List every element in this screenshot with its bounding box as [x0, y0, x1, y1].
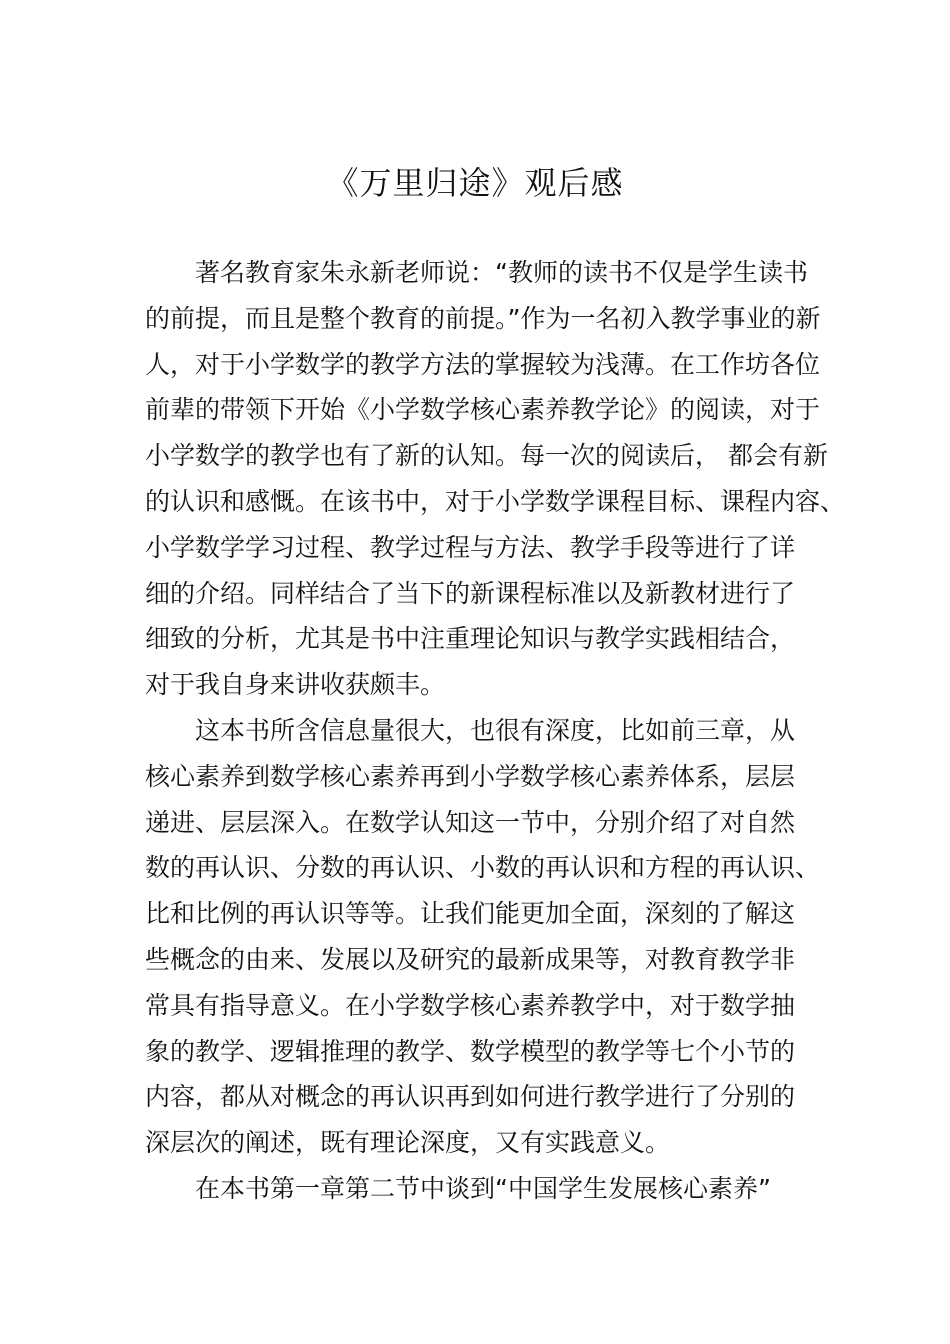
- paragraph-line: 在本书第一章第二节中谈到“中国学生发展核心素养”: [195, 1173, 771, 1203]
- paragraph-1: [145, 250, 846, 708]
- paragraph-line: 的认识和感慨。在该书中，对于小学数学课程目标、课程内容、: [145, 486, 846, 516]
- paragraph-line: 象的教学、逻辑推理的教学、数学模型的教学等七个小节的: [145, 1036, 796, 1066]
- paragraph-line: 人，对于小学数学的教学方法的掌握较为浅薄。在工作坊各位: [145, 349, 821, 379]
- paragraph-line: 对于我自身来讲收获颇丰。: [145, 670, 446, 700]
- paragraph-line: 比和比例的再认识等等。让我们能更加全面，深刻的了解这: [145, 899, 796, 929]
- paragraph-line: 小学数学的教学也有了新的认知。每一次的阅读后， 都会有新: [145, 441, 828, 471]
- paragraph-line: 深层次的阐述，既有理论深度，又有实践意义。: [145, 1128, 671, 1158]
- paragraph-line: 递进、层层深入。在数学认知这一节中，分别介绍了对自然: [145, 807, 796, 837]
- paragraph-line: 核心素养到数学核心素养再到小学数学核心素养体系，层层: [145, 761, 796, 791]
- paragraph-line: 些概念的由来、发展以及研究的最新成果等，对教育教学非: [145, 944, 796, 974]
- document-body: [145, 250, 846, 1212]
- paragraph-3: [145, 1166, 825, 1212]
- paragraph-line: 细的介绍。同样结合了当下的新课程标准以及新教材进行了: [145, 578, 796, 608]
- paragraph-line: 内容，都从对概念的再认识再到如何进行教学进行了分别的: [145, 1082, 796, 1112]
- paragraph-line: 数的再认识、分数的再认识、小数的再认识和方程的再认识、: [145, 853, 821, 883]
- paragraph-line: 前辈的带领下开始《小学数学核心素养教学论》的阅读，对于: [145, 395, 821, 425]
- paragraph-line: 常具有指导意义。在小学数学核心素养教学中，对于数学抽: [145, 990, 796, 1020]
- paragraph-line: 的前提，而且是整个教育的前提。”作为一名初入教学事业的新: [145, 303, 821, 333]
- document-title: 《万里归途》观后感: [326, 164, 624, 202]
- paragraph-line: 这本书所含信息量很大，也很有深度，比如前三章，从: [195, 715, 796, 745]
- paragraph-line: 著名教育家朱永新老师说：“教师的读书不仅是学生读书: [195, 258, 808, 287]
- paragraph-line: 小学数学学习过程、教学过程与方法、教学手段等进行了详: [145, 532, 796, 562]
- paragraph-2: [145, 708, 825, 1166]
- paragraph-line: 细致的分析，尤其是书中注重理论知识与教学实践相结合，: [145, 624, 796, 654]
